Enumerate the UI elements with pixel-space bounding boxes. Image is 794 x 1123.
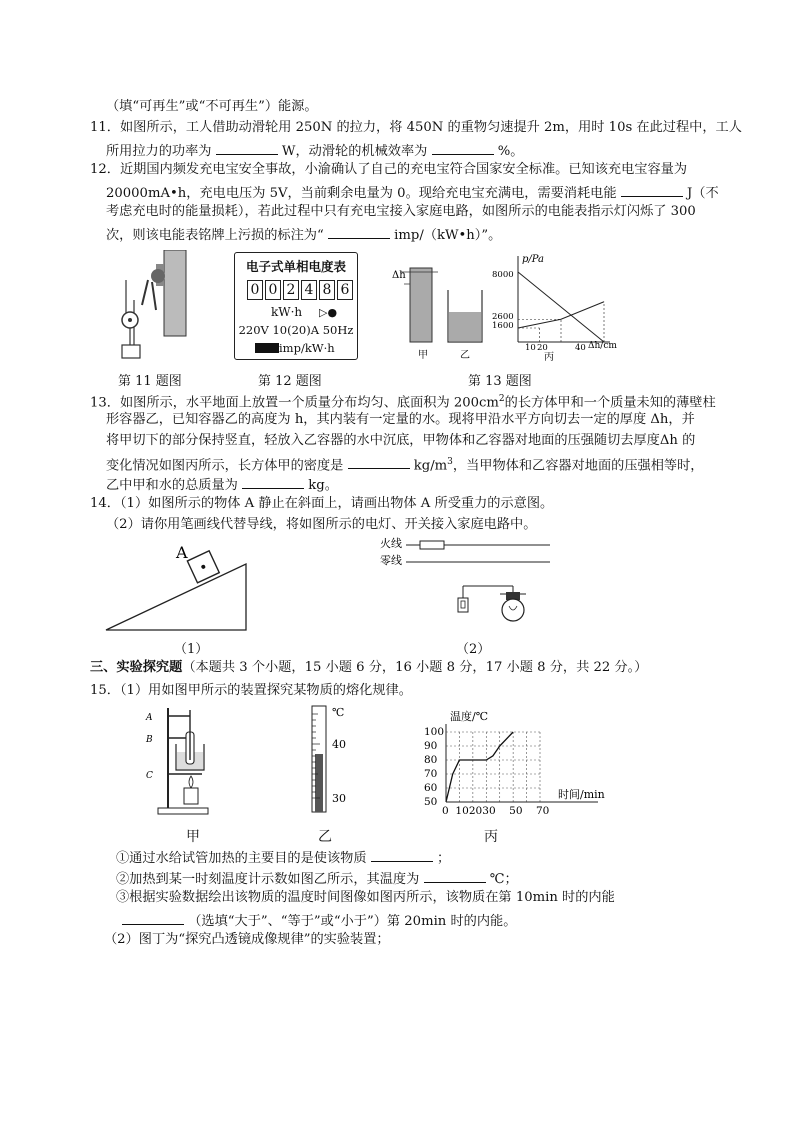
thermometer-reading: [304, 704, 358, 814]
q15-text-c: ②加热到某一时刻温度计示数如图乙所示，其温度为: [116, 872, 420, 887]
fig13-containers: [392, 258, 492, 364]
meter-digit: 0: [247, 280, 263, 300]
q13-text-b: 的长方体甲和一个质量未知的薄壁柱: [504, 395, 716, 411]
y-tick-label: 1600: [492, 321, 514, 331]
q13-blank-mass[interactable]: [242, 475, 304, 489]
indicator-light-icon: ▷●: [319, 306, 338, 319]
x-tick-label: 20: [537, 343, 548, 353]
flame-icon: [189, 776, 193, 788]
fig13-dh-label: Δh: [392, 270, 406, 281]
circuit-figure: [380, 536, 560, 632]
y-tick-label: 2600: [492, 312, 514, 322]
q13-line1: [90, 391, 716, 411]
water: [449, 312, 481, 341]
fig13-jia: 甲: [418, 350, 428, 361]
caption-11: 第 11 题图: [118, 374, 182, 389]
y-tick-label: 90: [424, 740, 438, 752]
fig13-bing: 丙: [544, 352, 554, 363]
electric-meter: [234, 252, 358, 360]
section3-desc: （本题共 3 个小题，15 小题 6 分，16 小题 8 分，17 小题 8 分，共 22 分。）: [182, 660, 648, 675]
meter-digit: 0: [265, 280, 281, 300]
q15-line1: 15．（1）用如图甲所示的装置探究某物质的熔化规律。: [90, 683, 412, 698]
pulley-figure: [112, 250, 190, 362]
q11-text-b: W，动滑轮的机械效率为: [281, 144, 428, 159]
x-tick-label: 50: [509, 805, 523, 817]
q12-line2: [106, 183, 719, 202]
y-tick-label: 60: [424, 782, 438, 794]
fig15-yi: 乙: [318, 829, 332, 845]
q11-line1: 11．如图所示，工人借助动滑轮用 250N 的拉力，将 450N 的重物匀速提升 2m，用时 10s 在此过程中，工人: [90, 120, 742, 135]
q12-line1: 12．近期国内频发充电宝安全事故，小渝确认了自己的充电宝符合国家安全标准。已知该充电宝容量为: [90, 162, 688, 177]
q15-blank-purpose[interactable]: [371, 848, 433, 862]
label-a: A: [176, 543, 188, 562]
q15-text-e: （选填“大于”、“等于”或“小于”）第 20min 时的内能。: [188, 914, 517, 929]
label-b: B: [146, 735, 153, 745]
fig13-chart: [492, 252, 622, 364]
q12-text-d: 次，则该电能表铭牌上污损的标注为“: [106, 228, 324, 243]
q10-tail: （填“可再生”或“不可再生”）能源。: [106, 99, 318, 114]
q14-line1: 14．（1）如图所示的物体 A 静止在斜面上，请画出物体 A 所受重力的示意图。: [90, 496, 554, 511]
q11-text-a: 所用拉力的功率为: [106, 144, 212, 159]
section3-title: 三、实验探究题: [90, 660, 183, 675]
q11-line2: [106, 141, 523, 160]
y-axis-label: 温度/℃: [450, 710, 489, 723]
tick-30: 30: [332, 792, 346, 805]
incline-figure: [104, 540, 250, 632]
y-tick-label: 50: [424, 796, 438, 808]
q11-blank-efficiency[interactable]: [432, 141, 494, 155]
x-tick-label: 0: [442, 805, 449, 817]
temperature-curve: [446, 732, 513, 802]
meter-digit: 2: [283, 280, 299, 300]
q13-text-g: kg。: [308, 478, 338, 493]
caption-13: 第 13 题图: [468, 374, 532, 389]
heating-apparatus: [144, 704, 220, 816]
worker-head: [151, 269, 165, 283]
q12-line4: [106, 225, 501, 244]
q13-line2: 形容器乙，已知容器乙的高度为 h，其内装有一定量的水。现将甲沿水平方向切去一定的厚度 Δh，并: [106, 412, 695, 427]
q15-s4: [122, 911, 516, 930]
q15-text-d: ℃；: [489, 872, 518, 887]
x-tick-label: 20: [468, 805, 483, 817]
q13-line3: 将甲切下的部分保持竖直，轻放入乙容器的水中沉底，甲物体和乙容器对地面的压强随切去厚度Δh 的: [106, 433, 696, 448]
smudge-mark: [255, 343, 279, 353]
q15-blank-energy[interactable]: [122, 911, 184, 925]
q13-sup: 2: [498, 394, 505, 404]
q12-line3: 考虑充电时的能量损耗），若此过程中只有充电宝接入家庭电路，如图所示的电能表指示灯闪烁了 300: [106, 204, 696, 219]
q13-text-f: 乙中甲和水的总质量为: [106, 478, 238, 493]
meter-imp-label: imp/kW·h: [279, 341, 335, 355]
q13-line4: [106, 454, 703, 474]
q15-text-a: ①通过水给试管加热的主要目的是使该物质: [116, 851, 367, 866]
y-tick-label: 80: [424, 754, 438, 766]
x-tick-label: 30: [482, 805, 496, 817]
melting-chart: [420, 706, 620, 820]
q12-text-e: imp/（kW•h）”。: [394, 228, 502, 243]
x-tick-label: 70: [536, 805, 550, 817]
meter-digits: [247, 280, 353, 300]
caption-12: 第 12 题图: [258, 374, 322, 389]
caption-14-1: （1）: [174, 642, 209, 657]
x-tick-label: 10: [525, 343, 536, 353]
q13-sup3: 3: [447, 457, 453, 467]
q14-line2: （2）请你用笔画线代替导线，将如图所示的电灯、开关接入家庭电路中。: [106, 517, 537, 532]
fig15-bing: 丙: [484, 829, 498, 845]
wall: [164, 250, 186, 336]
q12-text-a: 20000mA•h，充电电压为 5V，当前剩余电量为 0。现给充电宝充满电，需要消耗电能: [106, 186, 617, 201]
q13-text-c: 变化情况如图丙所示，长方体甲的密度是: [106, 458, 344, 474]
q11-text-c: %。: [497, 144, 524, 159]
alcohol-lamp: [184, 788, 198, 804]
meter-unit: kW·h: [271, 305, 303, 319]
fig15-jia: 甲: [186, 829, 200, 845]
x-axis-label: Δh/cm: [588, 341, 617, 351]
q12-blank-energy[interactable]: [621, 183, 683, 197]
live-wire-label: 火线: [380, 537, 402, 550]
q15-text-b: ；: [436, 851, 451, 866]
q13-line5: [106, 475, 338, 494]
caption-14-2: （2）: [456, 642, 491, 657]
neutral-wire-label: 零线: [380, 554, 402, 567]
meter-digit: 8: [319, 280, 335, 300]
fuse-icon: [420, 541, 444, 549]
x-axis-label: 时间/min: [558, 788, 605, 801]
meter-imp: [255, 341, 335, 355]
x-tick-label: 40: [575, 343, 586, 353]
x-tick-label: 10: [455, 805, 469, 817]
q15-s1: [116, 848, 450, 867]
mercury-column: [315, 754, 323, 812]
meter-spec: 220V 10(20)A 50Hz: [238, 323, 354, 337]
q13-text-e: ，当甲物体和乙容器对地面的压强相等时，: [452, 458, 704, 474]
meter-digit: 4: [301, 280, 317, 300]
label-a: A: [146, 713, 153, 723]
unit-label: ℃: [332, 706, 345, 719]
q13-text-d: kg/m: [413, 458, 448, 474]
q11-blank-power[interactable]: [216, 141, 278, 155]
q15-blank-temp[interactable]: [424, 869, 486, 883]
y-tick-label: 70: [424, 768, 438, 780]
meter-digit: 6: [337, 280, 353, 300]
q13-text-a: 13．如图所示，水平地面上放置一个质量分布均匀、底面积为 200cm: [90, 395, 499, 411]
q12-text-b: J（不: [686, 186, 719, 201]
label-c: C: [146, 771, 153, 781]
y-tick-label: 100: [424, 726, 445, 738]
block-jia: [410, 268, 432, 342]
q13-blank-density[interactable]: [348, 455, 410, 469]
base: [158, 808, 208, 814]
y-tick-label: 8000: [492, 270, 514, 280]
q15-part2: （2）图丁为“探究凸透镜成像规律”的实验装置；: [104, 932, 390, 947]
fig13-yi: 乙: [460, 350, 470, 361]
meter-title: 电子式单相电度表: [245, 259, 346, 274]
q12-blank-imp[interactable]: [328, 225, 390, 239]
section3-heading: [90, 660, 647, 676]
y-axis-label: p/Pa: [522, 254, 545, 265]
incline: [106, 564, 246, 630]
q15-s2: [116, 869, 518, 888]
tick-40: 40: [332, 738, 346, 751]
q15-s3: ③根据实验数据绘出该物质的温度时间图像如图丙所示，该物质在第 10min 时的内能: [116, 890, 615, 905]
load-box: [122, 345, 140, 358]
